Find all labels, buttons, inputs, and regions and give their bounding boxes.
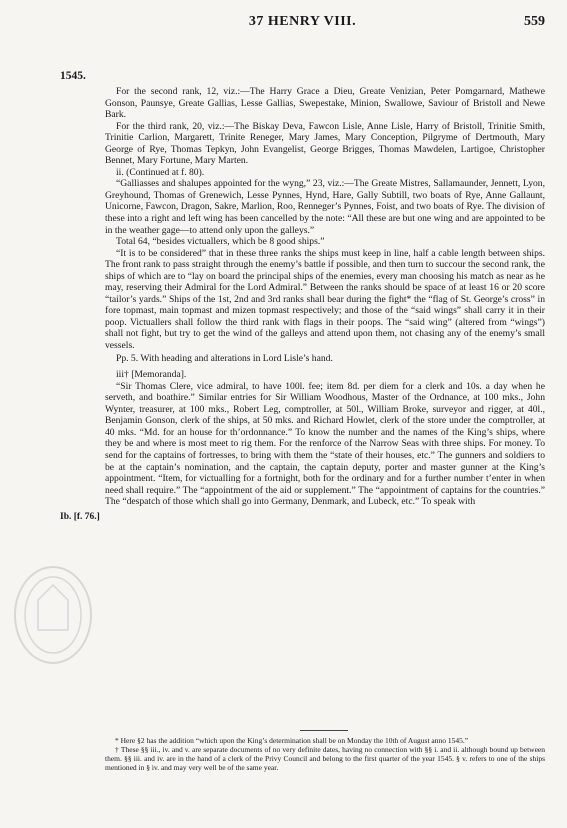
paragraph-considered: “It is to be considered” that in these three ranks the ships must keep in line, half a cable length between ships. The front rank to pass straight through the enemy’s battle if possible, and then turn to succour the second rank, the ships of which are to “lay on board the principal ships of the enemies, every man choosing his match as near as he may, reserving their Admiral for the Lord Admiral.” Between the ranks should be space of at least 16 or 20 score “tailor’s yards.” Ships of the 1st, 2nd and 3rd ranks shall bear during the fight* the “flag of St. George’s cross” in fore topmast, main topmast and mizen topmast respectively; and those of the “said wings” shall carry it in their poop. Victuallers shall follow the third rank with flags in their poops. The “said wing” (altered from “wings”) shall not fight, but try to get the wind of the galleys and attend upon them, not chasing any of the enemy’s small vessels. (105, 247, 545, 352)
footnote-star: * Here §2 has the addition “which upon the King’s determination shall be on Monday the 10th of August anno 1545.” (115, 736, 469, 745)
paragraph-third-rank: For the third rank, 20, viz.:—The Biskay Deva, Fawcon Lisle, Anne Lisle, Harry of Bristoll, Trinitie Smith, Trinitie Carlion, Margarett, Trinite Reneger, Mary James, Mary Conception, Pilgryme of Dertmouth, Mary George of Rye, Thomas Tepkyn, John Evangelist, George Brigges, Thomas Mawdelen, Lartigoe, Christopher Bennet, Mary Fortune, Mary Marten. (105, 120, 545, 167)
paragraph-total: Total 64, “besides victuallers, which be 8 good ships.” (116, 236, 325, 248)
margin-reference: Ib. [f. 76.] (60, 512, 100, 522)
running-title: 37 HENRY VIII. (248, 14, 357, 29)
section-iii-label: iii† [Memoranda]. (116, 369, 187, 381)
footnotes (105, 736, 545, 772)
paragraph-section-ii: ii. (Continued at f. 80). (116, 166, 205, 178)
year-marginal: 1545. (60, 70, 86, 82)
paragraph-memoranda: “Sir Thomas Clere, vice admiral, to have 100l. fee; item 8d. per diem for a clerk and 10s. a day when he serveth, and boathire.” Similar entries for Sir William Woodhous, Master of the Ordnance, at 100 mks., John Wynter, treasurer, at 100 mks., Robert Leg, comptroller, at 50l., William Broke, surveyor and rigger, at 40l., Benjamin Gonson, clerk of the ships, at 50 mks. and Richard Howlet, clerk of the store under the comptroller, at 40 mks. “Md. for an house for th’ordonnance.” To know the number and the names of the King’s ships, where they be and where is most meet to rig them. For the renforce of the Narrow Seas with three ships. For money. To send for the captains of fortresses, to bring with them the “state of their houses, etc.” The gunners and soldiers to be at the captain’s nomination, and the captain, the captain deputy, porter and master gunner at the King’s appointment. “Item, for victualling for a fortnight, both for the ordinary and for a further number t’enter in when need shall require.” The “appointment of the aid or supplement.” The “appointment of captains for the countries.” The “despatch of those which shall go into Germany, Denmark, and Lubeck, etc.” To speak with (105, 380, 545, 508)
paragraph-note: Pp. 5. With heading and alterations in Lord Lisle’s hand. (116, 352, 333, 364)
page-header (60, 14, 545, 36)
paragraph-galliasses: “Galliasses and shalupes appointed for the wyng,” 23, viz.:—The Greate Mistres, Sallamaunder, Jennett, Lyon, Greyhound, Thomas of Grenewich, Lesse Pynnes, Hynd, Hare, Gally Subtill, two boats of Rye, Anne Gallaunt, Unicorne, Fawcon, Dragon, Sakre, Marlion, Roo, Renneger’s Pynnes, Foist, and two boats of Rye. The division of these into a right and left wing has been cancelled by the note: “All these are but one wing and are appointed to be in the weather gage—to attend only upon the galleys.” (105, 178, 545, 236)
paragraph-second-rank: For the second rank, 12, viz.:—The Harry Grace a Dieu, Greate Venizian, Peter Pomgarnard, Mathewe Gonson, Paunsye, Greate Gallias, Lesse Gallias, Swepestake, Minion, Swallowe, Saviour of Bristoll and Newe Bark. (105, 86, 545, 121)
page-number: 559 (524, 14, 545, 29)
footnote-divider (300, 730, 348, 731)
main-text (105, 86, 545, 508)
footnote-dagger: † These §§ iii., iv. and v. are separate documents of no very definite dates, having no connection with §§ i. and ii. although bound up between them. §§ iii. and iv. are in the hand of a clerk of the Privy Council and belong to the first quarter of the year 1545. § v. refers to one of the ships mentioned in § iv. and may very well be of the same year. (105, 745, 545, 772)
library-seal-icon (8, 560, 98, 670)
